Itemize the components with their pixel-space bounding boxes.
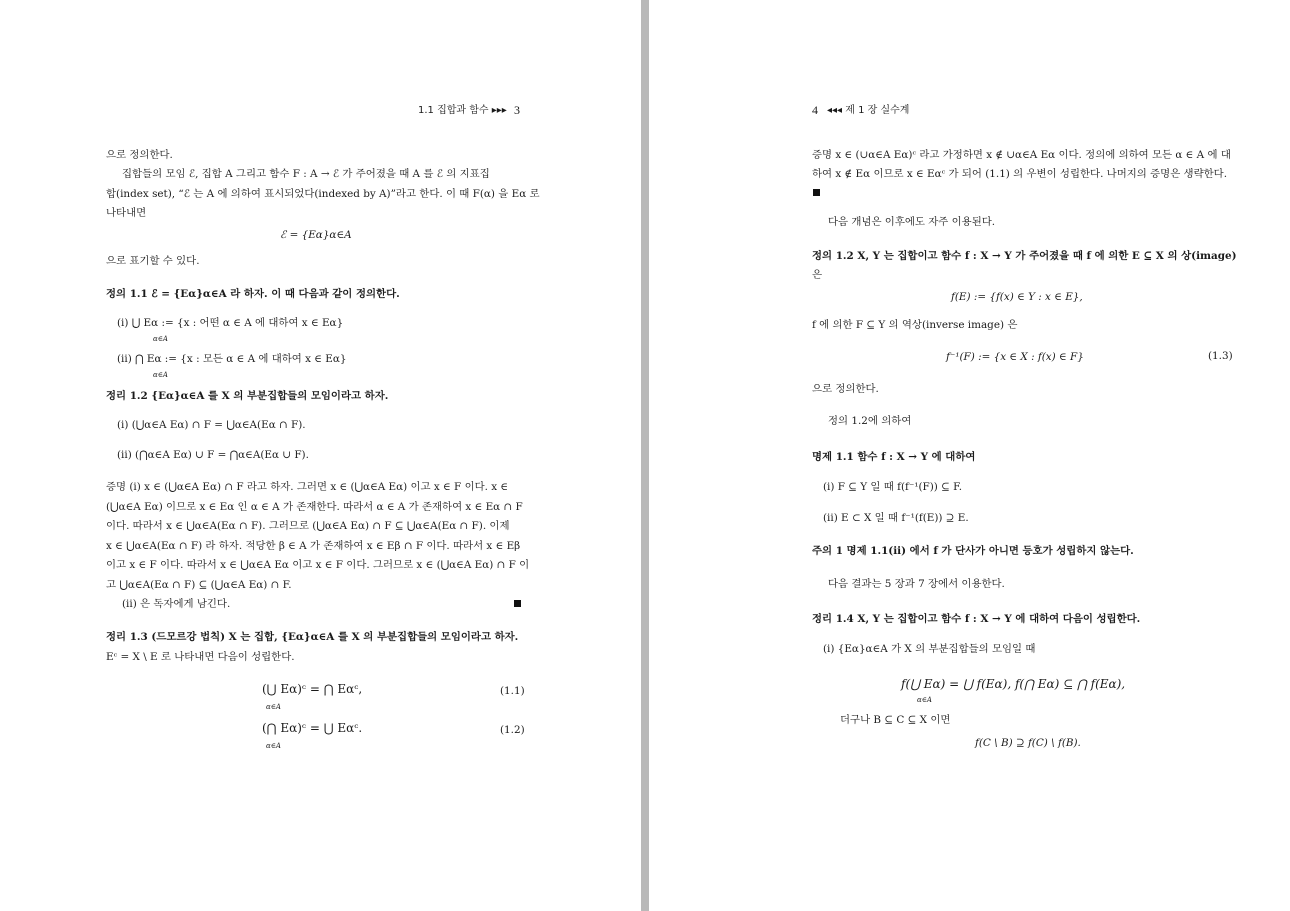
text-line: 더구나 B ⊆ C ⊆ X 이면 [840, 714, 951, 726]
page-number-right: 4 [812, 103, 818, 117]
equation: f(E) := {f(x) ∈ Y : x ∈ E}, [951, 291, 1083, 303]
page-number-left: 3 [514, 103, 520, 117]
qed-square-icon [514, 600, 521, 607]
remark-heading: 주의 1 명제 1.1(ii) 에서 f 가 단사가 아니면 등호가 성립하지 않는다. [812, 545, 1134, 557]
proof-line: 하여 x ∉ Eα 이므로 x ∈ Eαᶜ 가 되어 (1.1) 의 우변이 성립한다. 나머지의 증명은 생략한다. [812, 168, 1227, 180]
text-line: 으로 정의한다. [812, 383, 879, 395]
right-page [649, 0, 1290, 911]
theorem-heading: 정리 1.4 X, Y 는 집합이고 함수 f : X → Y 에 대하여 다음이 성립한다. [812, 613, 1141, 625]
text-line: 은 [812, 269, 823, 281]
page-gutter [641, 0, 649, 911]
theorem-item: (i) (⋃α∈A Eα) ∩ F = ⋃α∈A(Eα ∩ F). [117, 419, 306, 431]
text-line: 정의 1.2에 의하여 [828, 415, 912, 427]
definition-item: (ii) ⋂ Eα := {x : 모든 α ∈ A 에 대하여 x ∈ Eα} [117, 353, 347, 365]
proof-line: (⋃α∈A Eα) 이므로 x ∈ Eα 인 α ∈ A 가 존재한다. 따라서 α ∈ A 가 존재하여 x ∈ Eα ∩ F [106, 501, 523, 513]
index-subscript: α∈A [266, 703, 281, 711]
left-page [0, 0, 641, 911]
equation-number: (1.2) [500, 724, 525, 736]
theorem-heading: 정리 1.3 (드모르강 법칙) X 는 집합, {Eα}α∈A 를 X 의 부분집합들의 모임이라고 하자. [106, 631, 519, 643]
running-header-right: ◂◂◂ 제 1 장 실수계 [827, 105, 910, 116]
index-subscript: α∈A [266, 742, 281, 750]
index-subscript: α∈A [153, 371, 168, 379]
text-line: 으로 표기할 수 있다. [106, 255, 200, 267]
text-line: Eᶜ = X \ E 로 나타내면 다음이 성립한다. [106, 651, 295, 663]
text-line: 나타내면 [106, 207, 147, 219]
theorem-item: (i) {Eα}α∈A 가 X 의 부분집합들의 모임일 때 [823, 643, 1036, 655]
equation: (⋃ Eα)ᶜ = ⋂ Eαᶜ, [262, 682, 363, 696]
definition-heading: 정의 1.2 X, Y 는 집합이고 함수 f : X → Y 가 주어졌을 때 f 에 의한 E ⊆ X 의 상(image) [812, 250, 1237, 262]
text-line: 다음 개념은 이후에도 자주 이용된다. [828, 216, 996, 228]
proposition-item: (i) F ⊆ Y 일 때 f(f⁻¹(F)) ⊆ F. [823, 481, 963, 493]
proposition-heading: 명제 1.1 함수 f : X → Y 에 대하여 [812, 451, 976, 463]
theorem-item: (ii) (⋂α∈A Eα) ∪ F = ⋂α∈A(Eα ∪ F). [117, 449, 309, 461]
proof-line: 이고 x ∈ F 이다. 따라서 x ∈ ⋃α∈A Eα 이고 x ∈ F 이다. 그러므로 x ∈ (⋃α∈A Eα) ∩ F 이 [106, 559, 530, 571]
proof-line: 이다. 따라서 x ∈ ⋃α∈A(Eα ∩ F). 그러므로 (⋃α∈A Eα) ∩ F ⊆ ⋃α∈A(Eα ∩ F). 이제 [106, 520, 510, 532]
text-line: 집합들의 모임 ℰ, 집합 A 그리고 함수 F : A → ℰ 가 주어졌을 때 A 를 ℰ 의 지표집 [122, 168, 490, 180]
definition-heading: 정의 1.1 ℰ = {Eα}α∈A 라 하자. 이 때 다음과 같이 정의한다. [106, 288, 400, 300]
proof-line: (ii) 은 독자에게 남긴다. [122, 598, 231, 610]
proof-line: 증명 x ∈ (∪α∈A Eα)ᶜ 라고 가정하면 x ∉ ∪α∈A Eα 이다. 정의에 의하여 모든 α ∈ A 에 대 [812, 149, 1231, 161]
index-subscript: α∈A [153, 335, 168, 343]
equation: f⁻¹(F) := {x ∈ X : f(x) ∈ F} [946, 351, 1084, 363]
equation-number: (1.3) [1208, 350, 1233, 362]
text-line: 합(index set), “ℰ 는 A 에 의하여 표시되었다(indexed by A)”라고 한다. 이 때 F(α) 을 Eα 로 [106, 188, 540, 200]
index-subscript: α∈A [917, 696, 932, 704]
equation: f(C \ B) ⊇ f(C) \ f(B). [975, 737, 1081, 749]
theorem-heading: 정리 1.2 {Eα}α∈A 를 X 의 부분집합들의 모임이라고 하자. [106, 390, 389, 402]
equation: f(⋃ Eα) = ⋃ f(Eα), f(⋂ Eα) ⊆ ⋂ f(Eα), [901, 677, 1126, 691]
proof-line: x ∈ ⋃α∈A(Eα ∩ F) 라 하자. 적당한 β ∈ A 가 존재하여 x ∈ Eβ ∩ F 이다. 따라서 x ∈ Eβ [106, 540, 521, 552]
text-line: 다음 결과는 5 장과 7 장에서 이용한다. [828, 578, 1005, 590]
equation-number: (1.1) [500, 685, 525, 697]
proposition-item: (ii) E ⊂ X 일 때 f⁻¹(f(E)) ⊇ E. [823, 512, 969, 524]
text-line: 으로 정의한다. [106, 149, 173, 161]
running-header-left: 1.1 집합과 함수 ▸▸▸ [418, 105, 507, 116]
equation: (⋂ Eα)ᶜ = ⋃ Eαᶜ. [262, 721, 363, 735]
qed-square-icon [813, 189, 820, 196]
proof-line: 고 ⋃α∈A(Eα ∩ F) ⊆ (⋃α∈A Eα) ∩ F. [106, 579, 292, 591]
definition-item: (i) ⋃ Eα := {x : 어떤 α ∈ A 에 대하여 x ∈ Eα} [117, 317, 344, 329]
equation: ℰ = {Eα}α∈A [280, 229, 352, 241]
proof-line: 증명 (i) x ∈ (⋃α∈A Eα) ∩ F 라고 하자. 그러면 x ∈ (⋃α∈A Eα) 이고 x ∈ F 이다. x ∈ [106, 481, 509, 493]
text-line: f 에 의한 F ⊆ Y 의 역상(inverse image) 은 [812, 319, 1018, 331]
